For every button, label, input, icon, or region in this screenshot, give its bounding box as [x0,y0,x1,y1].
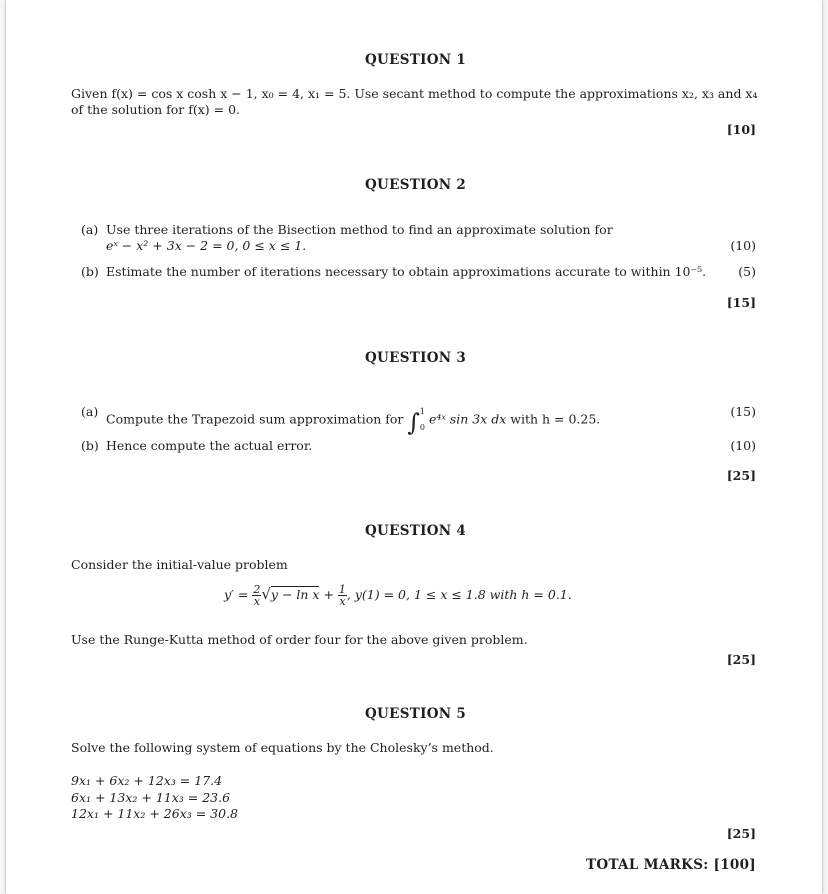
question-4-title: QUESTION 4 [365,523,467,539]
fraction-1-over-x [338,584,347,607]
question-3b-marks: (10) [730,438,756,453]
question-3b-text: Hence compute the actual error. [106,438,313,453]
question-5-title: QUESTION 5 [365,706,467,722]
question-2-total: [15] [726,295,756,310]
fraction-2-over-x [252,584,261,607]
question-4-instruction: Use the Runge-Kutta method of order four for the above given problem. [71,632,528,647]
plus-sign: + [323,587,334,602]
question-2b-text: Estimate the number of iterations necessary to obtain approximations accurate to within 10⁻⁵. [106,264,707,279]
sqrt-sign: √ [261,585,271,603]
fraction-2-denominator: x [339,595,346,608]
integral-upper-limit: 1 [419,407,425,416]
question-3a-label: (a) [81,404,99,419]
question-3a-integrand: e⁴ˣ sin 3x dx [428,411,507,427]
question-4-equation [224,584,572,607]
question-3-title: QUESTION 3 [365,350,467,366]
question-3a-text [106,404,600,437]
question-2a-equation: eˣ − x² + 3x − 2 = 0, 0 ≤ x ≤ 1. [106,238,307,253]
exam-page [6,0,822,894]
question-3a-marks: (15) [730,404,756,419]
question-5-intro: Solve the following system of equations by the Cholesky’s method. [71,740,494,755]
question-2a-line-1: Use three iterations of the Bisection method to find an approximate solution for [106,222,613,237]
equation-row: 12x₁ + 11x₂ + 26x₃ = 30.8 [71,806,238,821]
question-2b-marks: (5) [738,264,756,279]
sqrt-radicand: y − ln x [270,587,320,602]
question-3a-text-post: with h = 0.25. [510,411,601,427]
fraction-1-denominator: x [253,595,260,608]
question-1-line-2: of the solution for f(x) = 0. [71,102,241,117]
total-marks: TOTAL MARKS: [100] [586,857,756,873]
integral-sign: ∫ [407,408,420,437]
question-4-marks: [25] [726,652,756,667]
question-4-intro: Consider the initial-value problem [71,557,288,572]
integral-limits [420,404,425,436]
question-2a-marks: (10) [730,238,756,253]
question-1-title: QUESTION 1 [365,52,467,68]
question-3-total: [25] [726,468,756,483]
equation-row: 9x₁ + 6x₂ + 12x₃ = 17.4 [71,773,223,788]
question-1-line-1: Given f(x) = cos x cosh x − 1, x₀ = 4, x₁ = 5. Use secant method to compute the approximations x₂, x₃ and x₄ [71,86,758,101]
fraction-1-numerator: 2 [253,583,261,596]
fraction-2-numerator: 1 [338,583,346,596]
integral-lower-limit: 0 [419,423,425,432]
question-2a-label: (a) [81,222,99,237]
equation-conditions: , y(1) = 0, 1 ≤ x ≤ 1.8 with h = 0.1. [346,587,572,602]
question-3a-text-pre: Compute the Trapezoid sum approximation for [106,411,404,427]
equation-row: 6x₁ + 13x₂ + 11x₃ = 23.6 [71,790,231,805]
question-3b-label: (b) [81,438,99,453]
question-2b-label: (b) [81,264,99,279]
question-1-marks: [10] [726,122,756,137]
equation-lhs: y′ = [224,587,249,602]
question-2-title: QUESTION 2 [365,177,467,193]
question-5-marks: [25] [726,826,756,841]
